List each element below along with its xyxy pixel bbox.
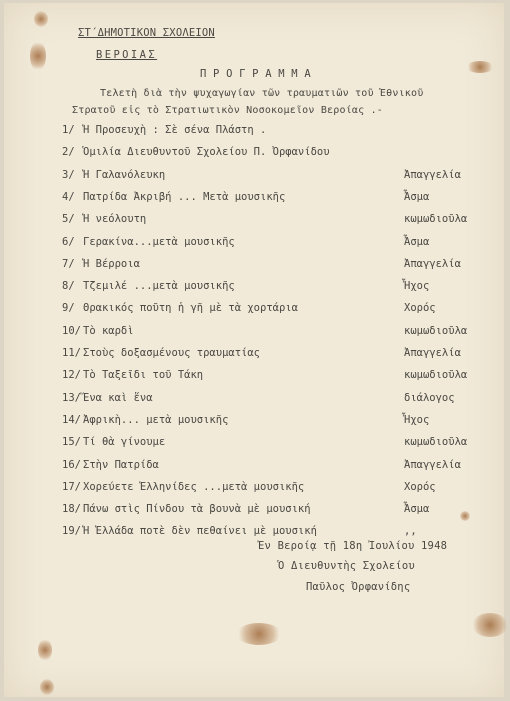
program-item [4, 459, 504, 475]
program-item [4, 146, 504, 162]
program-item [4, 169, 504, 185]
item-genre: Ἆσμα [404, 235, 430, 248]
item-number: 9/ [62, 302, 75, 315]
program-title: Π Ρ Ο Γ Ρ Α Μ Μ Α [200, 68, 311, 80]
signatory-name: Παῦλος Ὀρφανίδης [306, 581, 411, 593]
item-genre: Χορός [404, 302, 436, 315]
item-number: 13/ [62, 391, 81, 404]
stain-mark [236, 623, 282, 645]
item-genre: ,, [404, 525, 417, 538]
program-item [4, 436, 504, 452]
item-title: Πατρίδα Ἀκριβή ... Μετὰ μουσικῆς [83, 190, 286, 203]
item-title: Ἡ Προσευχὴ : Σὲ σένα Πλάστη . [83, 124, 267, 136]
program-item [4, 347, 504, 363]
item-genre: Ἆσμα [404, 503, 430, 516]
item-title: Στὴν Πατρίδα [83, 458, 159, 471]
intro-line-1: Τελετὴ διὰ τὴν ψυχαγωγίαν τῶν τραυματιῶν τοῦ Ἐθνικοῦ [100, 88, 424, 99]
intro-line-2: Στρατοῦ εἰς τὸ Στρατιωτικὸν Νοσοκομεῖον Βεροίας .- [72, 105, 384, 116]
program-item [4, 213, 504, 229]
program-item [4, 280, 504, 296]
stain-mark [472, 613, 508, 637]
item-genre: Ἦχος [404, 280, 430, 293]
item-number: 12/ [62, 369, 81, 382]
item-genre: κωμωδιοῦλα [404, 213, 468, 226]
program-item [4, 124, 504, 140]
item-title: Τζεμιλέ ...μετὰ μουσικῆς [83, 280, 235, 293]
item-title: Τὸ καρδὶ [83, 324, 134, 337]
item-number: 17/ [62, 480, 81, 493]
item-title: Γερακίνα...μετὰ μουσικῆς [83, 235, 235, 248]
item-genre: Ἀπαγγελία [404, 458, 461, 471]
item-title: Χορεύετε Ἑλληνίδες ...μετὰ μουσικῆς [83, 480, 305, 493]
item-title: Ἡ νεόλουτη [83, 213, 147, 226]
item-title: Ἀφρικὴ... μετὰ μουσικῆς [83, 413, 229, 426]
item-genre: Ἀπαγγελία [404, 347, 461, 359]
item-title: Πάνω στὶς Πίνδου τὰ βουνὰ μὲ μουσική [83, 503, 311, 516]
item-genre: διάλογος [404, 391, 455, 404]
program-item [4, 236, 504, 252]
item-genre: Ἦχος [404, 413, 430, 426]
item-number: 3/ [62, 168, 75, 181]
item-number: 7/ [62, 257, 75, 270]
program-item [4, 191, 504, 207]
item-title: Ἕνα καὶ ἕνα [83, 391, 153, 404]
item-number: 6/ [62, 235, 75, 248]
item-number: 11/ [62, 347, 81, 359]
program-item [4, 525, 504, 541]
item-genre: Χορός [404, 480, 436, 493]
item-title: Τί θὰ γίνουμε [83, 436, 166, 449]
item-title: Ἡ Βέρροια [83, 257, 140, 270]
item-genre: Ἀπαγγελία [404, 168, 461, 181]
program-item [4, 325, 504, 341]
program-item [4, 392, 504, 408]
stain-mark [30, 41, 46, 71]
school-city: ΒΕΡΟΙΑΣ [96, 49, 158, 61]
program-item [4, 503, 504, 519]
item-number: 8/ [62, 280, 75, 293]
item-title: Ἡ Γαλανόλευκη [83, 168, 166, 181]
item-number: 4/ [62, 190, 75, 203]
item-number: 10/ [62, 324, 81, 337]
item-title: Ὁμιλία Διευθυντοῦ Σχολείου Π. Ὀρφανίδου [83, 146, 330, 159]
item-number: 18/ [62, 503, 81, 516]
item-number: 2/ [62, 146, 75, 159]
item-title: Ἡ Ἑλλάδα ποτὲ δὲν πεθαίνει μὲ μουσική [83, 525, 317, 538]
item-number: 16/ [62, 458, 81, 471]
item-title: Τὸ Ταξεῖδι τοῦ Τάκη [83, 369, 204, 382]
program-item [4, 481, 504, 497]
program-item [4, 414, 504, 430]
item-number: 5/ [62, 213, 75, 226]
stain-mark [34, 11, 48, 27]
stain-mark [40, 679, 54, 695]
program-item [4, 369, 504, 385]
signatory-role: Ὁ Διευθυντὴς Σχολείου [278, 560, 415, 572]
item-genre: κωμωδιοῦλα [404, 324, 468, 337]
item-number: 14/ [62, 413, 81, 426]
item-number: 15/ [62, 436, 81, 449]
item-genre: Ἀπαγγελία [404, 257, 461, 270]
item-number: 1/ [62, 124, 75, 136]
item-genre: Ἆσμα [404, 190, 430, 203]
document-page [4, 3, 504, 697]
item-number: 19/ [62, 525, 81, 538]
school-name: ΣΤ΄ΔΗΜΟΤΙΚΟΝ ΣΧΟΛΕΙΟΝ [78, 27, 215, 39]
item-title: Στοὺς δοξασμένους τραυματίας [83, 347, 261, 359]
program-item [4, 258, 504, 274]
place-date: Ἐν Βεροίᾳ τῇ 18η Ἰουλίου 1948 [258, 540, 448, 552]
item-title: Θρακικός ποῦτη ἡ γῆ μὲ τὰ χορτάρια [83, 302, 298, 315]
item-genre: κωμωδιοῦλα [404, 436, 468, 449]
program-item [4, 302, 504, 318]
stain-mark [38, 639, 52, 661]
item-genre: κωμωδιοῦλα [404, 369, 468, 382]
stain-mark [466, 61, 494, 73]
